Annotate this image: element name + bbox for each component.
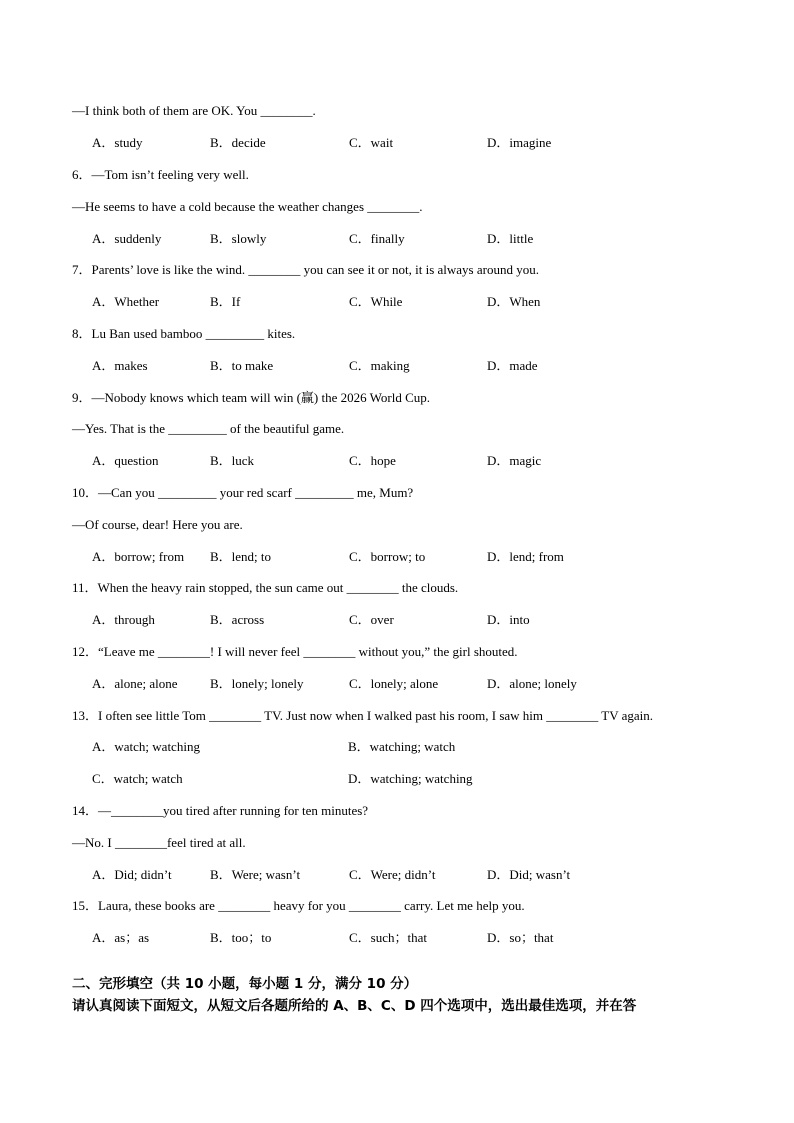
option-d: D．little <box>487 231 534 246</box>
question-9: 9．—Nobody knows which team will win (赢) the 2026 World Cup. <box>72 390 430 405</box>
question-10: 10．—Can you _________ your red scarf _________ me, Mum? <box>72 485 414 500</box>
option-a: A．as；as <box>92 930 150 945</box>
question-14-reply: —No. I ________feel tired at all. <box>72 835 246 850</box>
question-8: 8．Lu Ban used bamboo _________ kites. <box>72 326 296 341</box>
option-a: A．alone; alone <box>92 676 178 691</box>
option-b: B．watching; watch <box>348 739 456 754</box>
option-c: C．wait <box>349 135 394 150</box>
question-7: 7．Parents’ love is like the wind. ________ you can see it or not, it is always around you. <box>72 262 539 277</box>
option-c: C．over <box>349 612 394 627</box>
option-c: C．finally <box>349 231 405 246</box>
option-a: A．study <box>92 135 143 150</box>
option-b: B．decide <box>210 135 266 150</box>
option-d: D．imagine <box>487 135 552 150</box>
option-d: D．lend; from <box>487 549 564 564</box>
question-12: 12．“Leave me ________! I will never feel ________ without you,” the girl shouted. <box>72 644 518 659</box>
option-d: D．so；that <box>487 930 554 945</box>
question-11: 11．When the heavy rain stopped, the sun came out ________ the clouds. <box>72 580 459 595</box>
option-d: D．made <box>487 358 538 373</box>
option-c: C．lonely; alone <box>349 676 439 691</box>
option-b: B．lonely; lonely <box>210 676 304 691</box>
section-instruction: 请认真阅读下面短文，从短文后各题所给的 A、B、C、D 四个选项中，选出最佳选项，并在答 <box>72 998 637 1014</box>
option-a: A．question <box>92 453 159 468</box>
option-a: A．suddenly <box>92 231 162 246</box>
option-c: C．borrow; to <box>349 549 426 564</box>
option-d: D．When <box>487 294 541 309</box>
option-c: C．While <box>349 294 403 309</box>
option-c: C．making <box>349 358 410 373</box>
question-5-options <box>92 135 752 231</box>
question-9-options <box>92 453 752 549</box>
option-b: B．across <box>210 612 265 627</box>
option-d: D．magic <box>487 453 542 468</box>
option-c: C．such；that <box>349 930 427 945</box>
option-b: B．slowly <box>210 231 267 246</box>
question-13: 13．I often see little Tom ________ TV. Just now when I walked past his room, I saw him ________ TV again. <box>72 708 654 723</box>
option-d: D．into <box>487 612 530 627</box>
option-b: B．to make <box>210 358 274 373</box>
question-10-reply: —Of course, dear! Here you are. <box>72 517 243 532</box>
option-c: C．hope <box>349 453 396 468</box>
option-a: A．through <box>92 612 155 627</box>
section-title: 二、完形填空（共 10 小题，每小题 1 分，满分 10 分） <box>72 976 418 992</box>
option-b: B．If <box>210 294 241 309</box>
option-d: D．Did; wasn’t <box>487 867 571 882</box>
option-d: D．alone; lonely <box>487 676 577 691</box>
question-5-dialogue: —I think both of them are OK. You ________. <box>72 103 316 118</box>
option-a: A．borrow; from <box>92 549 185 564</box>
option-b: B．Were; wasn’t <box>210 867 301 882</box>
option-b: B．luck <box>210 453 255 468</box>
question-6-reply: —He seems to have a cold because the weather changes ________. <box>72 199 423 214</box>
question-15: 15．Laura, these books are ________ heavy for you ________ carry. Let me help you. <box>72 898 525 913</box>
option-d: D．watching; watching <box>348 771 473 786</box>
option-a: A．makes <box>92 358 148 373</box>
option-b: B．lend; to <box>210 549 272 564</box>
option-c: C．watch; watch <box>92 771 183 786</box>
question-6: 6．—Tom isn’t feeling very well. <box>72 167 249 182</box>
option-a: A．Did; didn’t <box>92 867 172 882</box>
option-b: B．too；to <box>210 930 272 945</box>
question-9-reply: —Yes. That is the _________ of the beautiful game. <box>72 421 345 436</box>
option-c: C．Were; didn’t <box>349 867 436 882</box>
option-a: A．Whether <box>92 294 160 309</box>
option-a: A．watch; watching <box>92 739 200 754</box>
question-8-options <box>92 358 752 454</box>
question-14: 14．—________you tired after running for ten minutes? <box>72 803 369 818</box>
